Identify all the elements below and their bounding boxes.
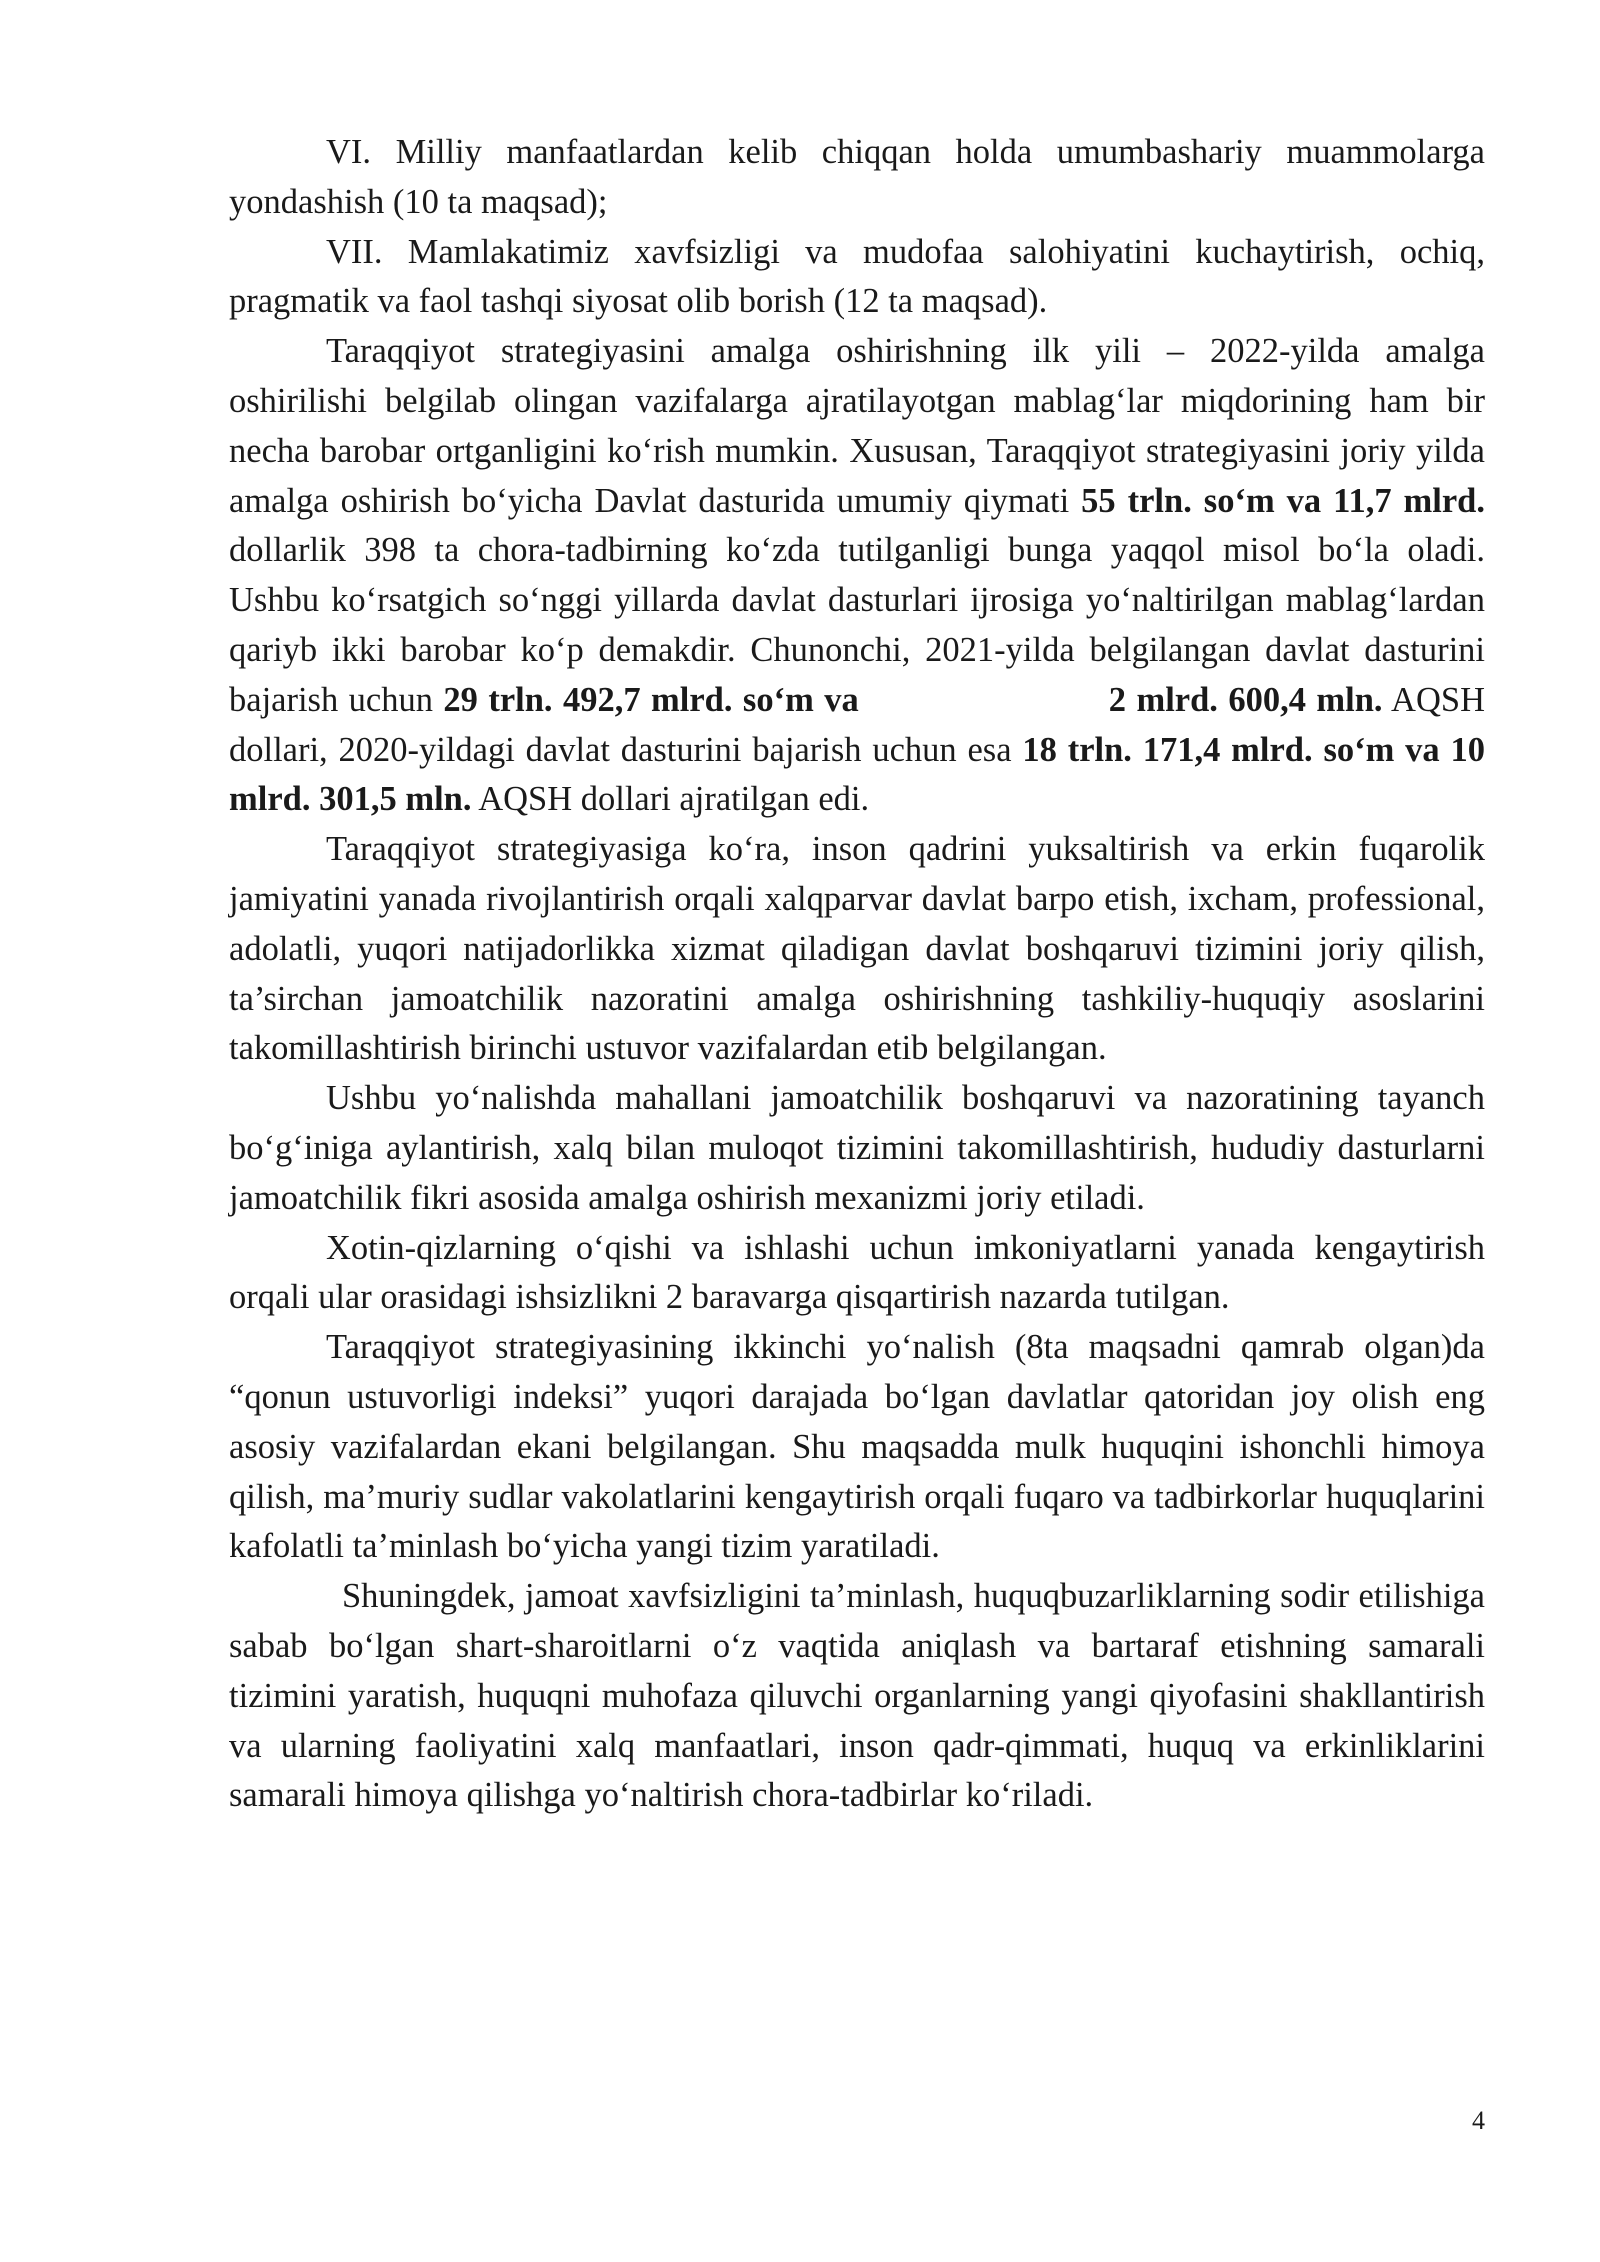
page-number: 4 bbox=[1472, 2106, 1485, 2135]
funding-amount-2021-som: 29 trln. 492,7 mlrd. so‘m va bbox=[443, 680, 859, 719]
funding-text-3: AQSH dollari, 2020-yildagi davlat dasturini bajarish uchun esa bbox=[229, 680, 1485, 769]
funding-amount-2022: 55 trln. so‘m va 11,7 mlrd. bbox=[1081, 481, 1485, 520]
document-body bbox=[229, 128, 1485, 1821]
paragraph-public-safety: Shuningdek, jamoat xavfsizligini ta’minlash, huquqbuzarliklarning sodir etilishiga sabab bo‘lgan shart-sharoitlarni o‘z vaqtida aniqlash va bartaraf etishning samarali tizimini yaratish, huquqni muhofaza qiluvchi organlarning yangi qiyofasini shakllantirish va ularning faoliyatini xalq manfaatlari, inson qadr-qimmati, huquq va erkinliklarini samarali himoya qilishga yo‘naltirish chora-tadbirlar ko‘riladi. bbox=[229, 1577, 1485, 1815]
funding-amount-2021-usd: 2 mlrd. 600,4 mln. bbox=[1108, 680, 1383, 719]
paragraph-first-priority: Taraqqiyot strategiyasiga ko‘ra, inson qadrini yuksaltirish va erkin fuqarolik jamiyatini yanada rivojlantirish orqali xalqparvar davlat barpo etish, ixcham, professional, adolatli, yuqori natijadorlikka xizmat qiladigan davlat boshqaruvi tizimini joriy qilish, ta’sirchan jamoatchilik nazoratini amalga oshirishning tashkiliy-huquqiy asoslarini takomillashtirish birinchi ustuvor vazifalardan etib belgilangan. bbox=[229, 830, 1485, 1068]
funding-text-1: Taraqqiyot strategiyasini amalga oshirishning ilk yili – 2022-yilda amalga oshirilishi belgilab olingan vazifalarga ajratilayotgan mablag‘lar miqdorining ham bir necha barobar ortganligini ko‘rish mumkin. Xususan, Taraqqiyot strategiyasini joriy yilda amalga oshirish bo‘yicha Davlat dasturida umumiy qiymati bbox=[229, 332, 1485, 520]
paragraph-women: Xotin-qizlarning o‘qishi va ishlashi uchun imkoniyatlarni yanada kengaytirish orqali ular orasidagi ishsizlikni 2 baravarga qisqartirish nazarda tutilgan. bbox=[229, 1228, 1485, 1317]
paragraph-goal-vii: VII. Mamlakatimiz xavfsizligi va mudofaa salohiyatini kuchaytirish, ochiq, pragmatik va faol tashqi siyosat olib borish (12 ta maqsad). bbox=[229, 232, 1485, 321]
funding-text-4: AQSH dollari ajratilgan edi. bbox=[471, 780, 870, 819]
funding-text-2: dollarlik 398 ta chora-tadbirning ko‘zda tutilganligi bunga yaqqol misol bo‘la oladi. Ushbu ko‘rsatgich so‘nggi yillarda davlat dasturlari ijrosiga yo‘naltirilgan mablag‘lardan qariyb ikki barobar ko‘p demakdir. Chunonchi, 2021-yilda belgilangan davlat dasturini bajarish uchun bbox=[229, 531, 1485, 719]
paragraph-funding bbox=[229, 327, 1485, 825]
paragraph-rule-of-law: Taraqqiyot strategiyasining ikkinchi yo‘nalish (8ta maqsadni qamrab olgan)da “qonun ustuvorligi indeksi” yuqori darajada bo‘lgan davlatlar qatoridan joy olish eng asosiy vazifalardan ekani belgilangan. Shu maqsadda mulk huquqini ishonchli himoya qilish, ma’muriy sudlar vakolatlarini kengaytirish orqali fuqaro va tadbirkorlar huquqlarini kafolatli ta’minlash bo‘yicha yangi tizim yaratiladi. bbox=[229, 1328, 1485, 1566]
funding-amount-2020: 18 trln. 171,4 mlrd. so‘m va 10 mlrd. 301,5 mln. bbox=[229, 730, 1485, 819]
paragraph-goal-vi: VI. Milliy manfaatlardan kelib chiqqan holda umumbashariy muammolarga yondashish (10 ta maqsad); bbox=[229, 133, 1485, 221]
paragraph-mahalla: Ushbu yo‘nalishda mahallani jamoatchilik boshqaruvi va nazoratining tayanch bo‘g‘iniga aylantirish, xalq bilan muloqot tizimini takomillashtirish, hududiy dasturlarni jamoatchilik fikri asosida amalga oshirish mexanizmi joriy etiladi. bbox=[229, 1079, 1485, 1217]
